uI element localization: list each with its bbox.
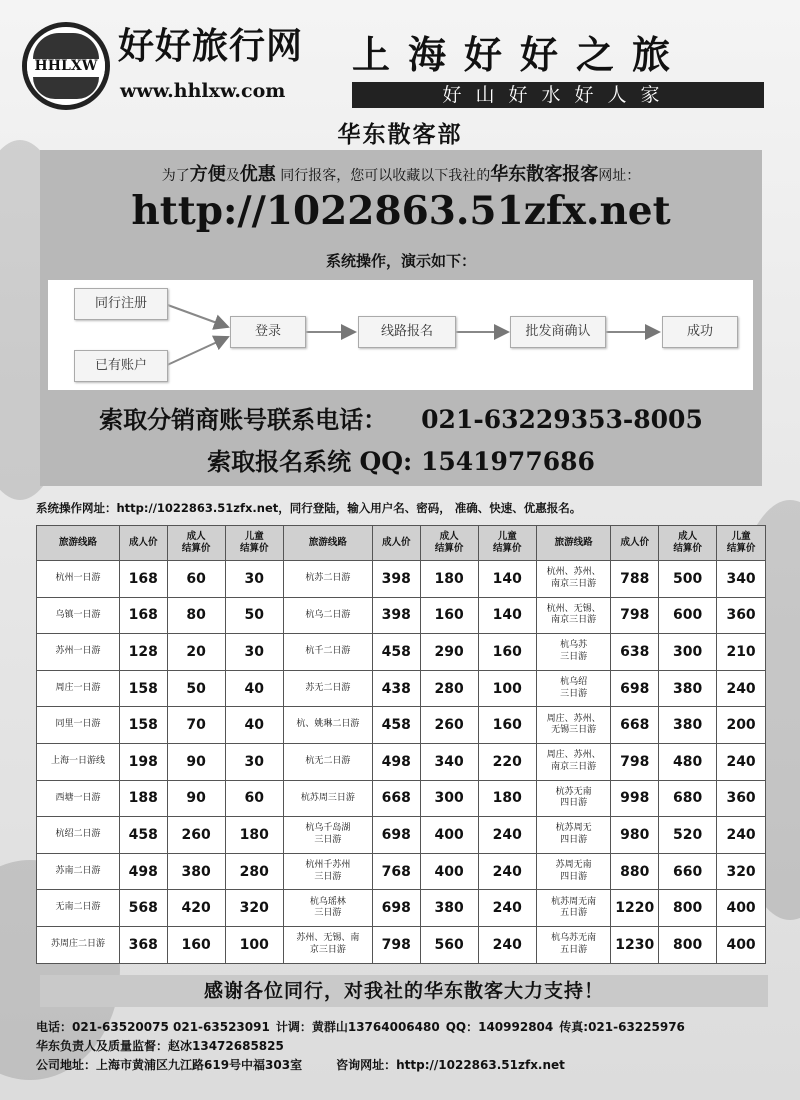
price-cell: 198 bbox=[119, 743, 167, 780]
table-header-cell: 儿童 结算价 bbox=[225, 526, 283, 561]
price-cell: 998 bbox=[611, 780, 659, 817]
price-cell: 30 bbox=[225, 561, 283, 598]
price-cell: 260 bbox=[420, 707, 478, 744]
route-cell: 同里一日游 bbox=[37, 707, 120, 744]
price-cell: 210 bbox=[717, 634, 766, 671]
price-cell: 340 bbox=[420, 743, 478, 780]
price-cell: 290 bbox=[420, 634, 478, 671]
demo-label: 系统操作，演示如下： bbox=[325, 252, 476, 270]
price-cell: 240 bbox=[478, 817, 536, 854]
route-cell: 杭、姚琳二日游 bbox=[283, 707, 372, 744]
price-cell: 668 bbox=[372, 780, 420, 817]
price-cell: 280 bbox=[225, 853, 283, 890]
price-cell: 158 bbox=[119, 707, 167, 744]
distributor-contact: 索取分销商账号联系电话： 021-63229353-8005 bbox=[99, 405, 703, 434]
route-cell: 杭苏周三日游 bbox=[283, 780, 372, 817]
info-panel bbox=[40, 150, 762, 486]
price-cell: 240 bbox=[717, 670, 766, 707]
price-cell: 340 bbox=[717, 561, 766, 598]
price-cell: 360 bbox=[717, 780, 766, 817]
price-cell: 90 bbox=[167, 780, 225, 817]
table-header-cell: 成人价 bbox=[119, 526, 167, 561]
price-cell: 30 bbox=[225, 634, 283, 671]
price-cell: 380 bbox=[420, 890, 478, 927]
price-cell: 500 bbox=[659, 561, 717, 598]
footer-manager: 华东负责人及质量监督：赵冰13472685825 bbox=[36, 1039, 284, 1053]
price-cell: 240 bbox=[717, 817, 766, 854]
price-cell: 798 bbox=[372, 926, 420, 963]
price-cell: 188 bbox=[119, 780, 167, 817]
price-cell: 1220 bbox=[611, 890, 659, 927]
footer-address: 公司地址：上海市黄浦区九江路619号中福303室 bbox=[36, 1058, 303, 1072]
route-cell: 上海一日游线 bbox=[37, 743, 120, 780]
price-cell: 320 bbox=[717, 853, 766, 890]
brand-url: www.hhlxw.com bbox=[120, 80, 286, 102]
table-row bbox=[37, 707, 766, 744]
price-cell: 180 bbox=[225, 817, 283, 854]
tagline: 好山好水好人家 bbox=[352, 82, 764, 108]
price-cell: 40 bbox=[225, 670, 283, 707]
route-cell: 杭州千苏州 三日游 bbox=[283, 853, 372, 890]
price-cell: 568 bbox=[119, 890, 167, 927]
table-row bbox=[37, 597, 766, 634]
price-cell: 800 bbox=[659, 890, 717, 927]
route-cell: 苏州一日游 bbox=[37, 634, 120, 671]
price-cell: 50 bbox=[167, 670, 225, 707]
price-cell: 560 bbox=[420, 926, 478, 963]
price-cell: 380 bbox=[167, 853, 225, 890]
price-cell: 498 bbox=[372, 743, 420, 780]
price-cell: 180 bbox=[420, 561, 478, 598]
table-header-cell: 成人 结算价 bbox=[167, 526, 225, 561]
footer-consult-url: 咨询网址：http://1022863.51zfx.net bbox=[336, 1058, 565, 1072]
table-header-cell: 旅游线路 bbox=[536, 526, 611, 561]
price-cell: 158 bbox=[119, 670, 167, 707]
price-cell: 140 bbox=[478, 561, 536, 598]
system-note: 系统操作网址：http://1022863.51zfx.net，同行登陆，输入用户名、密码， 准确、快速、优惠报名。 bbox=[36, 501, 582, 515]
brand-name: 好好旅行网 bbox=[118, 26, 304, 67]
price-cell: 880 bbox=[611, 853, 659, 890]
table-header-cell: 旅游线路 bbox=[37, 526, 120, 561]
table-header-cell: 成人 结算价 bbox=[420, 526, 478, 561]
table-header-cell: 旅游线路 bbox=[283, 526, 372, 561]
route-cell: 杭苏无南 四日游 bbox=[536, 780, 611, 817]
footer-fax: 传真:021-63225976 bbox=[559, 1020, 685, 1034]
route-cell: 杭苏周无南 五日游 bbox=[536, 890, 611, 927]
price-cell: 458 bbox=[372, 707, 420, 744]
logo bbox=[22, 22, 110, 110]
route-cell: 杭州、无锡、 南京三日游 bbox=[536, 597, 611, 634]
route-cell: 周庄一日游 bbox=[37, 670, 120, 707]
price-cell: 90 bbox=[167, 743, 225, 780]
route-cell: 苏周庄二日游 bbox=[37, 926, 120, 963]
route-cell: 苏周无南 四日游 bbox=[536, 853, 611, 890]
logo-text: HHLXW bbox=[34, 58, 98, 74]
price-cell: 160 bbox=[167, 926, 225, 963]
route-cell: 杭乌苏 三日游 bbox=[536, 634, 611, 671]
price-cell: 768 bbox=[372, 853, 420, 890]
price-cell: 160 bbox=[478, 634, 536, 671]
price-cell: 498 bbox=[119, 853, 167, 890]
price-cell: 240 bbox=[478, 926, 536, 963]
price-cell: 668 bbox=[611, 707, 659, 744]
flow-login: 登录 bbox=[230, 316, 306, 348]
flow-diagram bbox=[48, 280, 753, 390]
price-cell: 798 bbox=[611, 743, 659, 780]
table-row bbox=[37, 743, 766, 780]
route-cell: 苏无二日游 bbox=[283, 670, 372, 707]
table-header-cell: 成人价 bbox=[372, 526, 420, 561]
route-cell: 杭乌苏无南 五日游 bbox=[536, 926, 611, 963]
table-header-cell: 儿童 结算价 bbox=[717, 526, 766, 561]
price-cell: 180 bbox=[478, 780, 536, 817]
price-cell: 680 bbox=[659, 780, 717, 817]
footer-qq: QQ：140992804 bbox=[445, 1020, 554, 1034]
table-row bbox=[37, 780, 766, 817]
price-cell: 698 bbox=[611, 670, 659, 707]
table-row bbox=[37, 817, 766, 854]
price-cell: 240 bbox=[478, 890, 536, 927]
route-cell: 杭绍二日游 bbox=[37, 817, 120, 854]
price-cell: 400 bbox=[717, 926, 766, 963]
price-cell: 20 bbox=[167, 634, 225, 671]
price-cell: 798 bbox=[611, 597, 659, 634]
distributor-phone: 021-63229353-8005 bbox=[421, 405, 703, 434]
price-cell: 240 bbox=[478, 853, 536, 890]
price-cell: 698 bbox=[372, 890, 420, 927]
price-cell: 438 bbox=[372, 670, 420, 707]
price-cell: 240 bbox=[717, 743, 766, 780]
price-cell: 60 bbox=[225, 780, 283, 817]
route-cell: 杭苏周无 四日游 bbox=[536, 817, 611, 854]
price-cell: 220 bbox=[478, 743, 536, 780]
table-header-cell: 成人价 bbox=[611, 526, 659, 561]
flow-route-signup: 线路报名 bbox=[358, 316, 456, 348]
table-row bbox=[37, 561, 766, 598]
price-cell: 600 bbox=[659, 597, 717, 634]
price-cell: 300 bbox=[659, 634, 717, 671]
price-cell: 638 bbox=[611, 634, 659, 671]
price-cell: 788 bbox=[611, 561, 659, 598]
price-cell: 458 bbox=[372, 634, 420, 671]
price-cell: 320 bbox=[225, 890, 283, 927]
price-cell: 100 bbox=[225, 926, 283, 963]
price-cell: 360 bbox=[717, 597, 766, 634]
price-cell: 60 bbox=[167, 561, 225, 598]
route-cell: 周庄、苏州、 南京三日游 bbox=[536, 743, 611, 780]
price-cell: 70 bbox=[167, 707, 225, 744]
price-cell: 980 bbox=[611, 817, 659, 854]
table-row bbox=[37, 670, 766, 707]
price-cell: 200 bbox=[717, 707, 766, 744]
route-cell: 苏南二日游 bbox=[37, 853, 120, 890]
route-cell: 乌镇一日游 bbox=[37, 597, 120, 634]
price-cell: 160 bbox=[420, 597, 478, 634]
price-cell: 400 bbox=[717, 890, 766, 927]
table-header-cell: 儿童 结算价 bbox=[478, 526, 536, 561]
price-cell: 380 bbox=[659, 670, 717, 707]
table-row bbox=[37, 853, 766, 890]
table-row bbox=[37, 926, 766, 963]
price-cell: 398 bbox=[372, 597, 420, 634]
footer-dispatch: 计调：黄群山13764006480 bbox=[275, 1020, 440, 1034]
route-cell: 杭州、苏州、 南京三日游 bbox=[536, 561, 611, 598]
thanks-banner: 感谢各位同行，对我社的华东散客大力支持！ bbox=[40, 975, 768, 1007]
price-cell: 50 bbox=[225, 597, 283, 634]
price-cell: 30 bbox=[225, 743, 283, 780]
price-cell: 368 bbox=[119, 926, 167, 963]
price-cell: 420 bbox=[167, 890, 225, 927]
price-cell: 520 bbox=[659, 817, 717, 854]
route-cell: 杭乌二日游 bbox=[283, 597, 372, 634]
table-row bbox=[37, 890, 766, 927]
price-cell: 128 bbox=[119, 634, 167, 671]
price-cell: 300 bbox=[420, 780, 478, 817]
header bbox=[22, 18, 782, 118]
price-cell: 80 bbox=[167, 597, 225, 634]
price-cell: 280 bbox=[420, 670, 478, 707]
price-cell: 100 bbox=[478, 670, 536, 707]
price-cell: 168 bbox=[119, 597, 167, 634]
route-cell: 苏州、无锡、南 京三日游 bbox=[283, 926, 372, 963]
footer-phone: 电话：021-63520075 021-63523091 bbox=[36, 1020, 270, 1034]
qq-number: 1541977686 bbox=[420, 447, 595, 476]
route-cell: 无南二日游 bbox=[37, 890, 120, 927]
price-cell: 260 bbox=[167, 817, 225, 854]
price-table bbox=[36, 525, 766, 964]
price-cell: 400 bbox=[420, 853, 478, 890]
flow-existing-account: 已有账户 bbox=[74, 350, 168, 382]
price-cell: 480 bbox=[659, 743, 717, 780]
qq-contact: 索取报名系统 QQ: 1541977686 bbox=[207, 447, 595, 476]
price-cell: 1230 bbox=[611, 926, 659, 963]
table-header-cell: 成人 结算价 bbox=[659, 526, 717, 561]
route-cell: 杭千二日游 bbox=[283, 634, 372, 671]
slogan: 上海好好之旅 bbox=[352, 33, 689, 77]
footer bbox=[36, 1018, 691, 1075]
system-url[interactable]: http://1022863.51zfx.net bbox=[131, 188, 671, 234]
route-cell: 杭乌千岛湖 三日游 bbox=[283, 817, 372, 854]
price-cell: 398 bbox=[372, 561, 420, 598]
price-cell: 168 bbox=[119, 561, 167, 598]
flow-register: 同行注册 bbox=[74, 288, 168, 320]
flow-success: 成功 bbox=[662, 316, 738, 348]
price-cell: 800 bbox=[659, 926, 717, 963]
price-cell: 458 bbox=[119, 817, 167, 854]
price-cell: 40 bbox=[225, 707, 283, 744]
route-cell: 周庄、苏州、 无锡三日游 bbox=[536, 707, 611, 744]
route-cell: 西塘一日游 bbox=[37, 780, 120, 817]
route-cell: 杭乌绍 三日游 bbox=[536, 670, 611, 707]
route-cell: 杭无二日游 bbox=[283, 743, 372, 780]
flow-wholesaler-confirm: 批发商确认 bbox=[510, 316, 606, 348]
route-cell: 杭苏二日游 bbox=[283, 561, 372, 598]
price-cell: 698 bbox=[372, 817, 420, 854]
price-cell: 400 bbox=[420, 817, 478, 854]
intro-text: 为了方便及优惠 同行报客，您可以收藏以下我社的华东散客报客网址： bbox=[161, 164, 641, 185]
price-cell: 660 bbox=[659, 853, 717, 890]
price-cell: 380 bbox=[659, 707, 717, 744]
price-cell: 160 bbox=[478, 707, 536, 744]
route-cell: 杭州一日游 bbox=[37, 561, 120, 598]
price-cell: 140 bbox=[478, 597, 536, 634]
table-header-row bbox=[37, 526, 766, 561]
department-title: 华东散客部 bbox=[337, 122, 463, 148]
route-cell: 杭乌瑶林 三日游 bbox=[283, 890, 372, 927]
table-row bbox=[37, 634, 766, 671]
